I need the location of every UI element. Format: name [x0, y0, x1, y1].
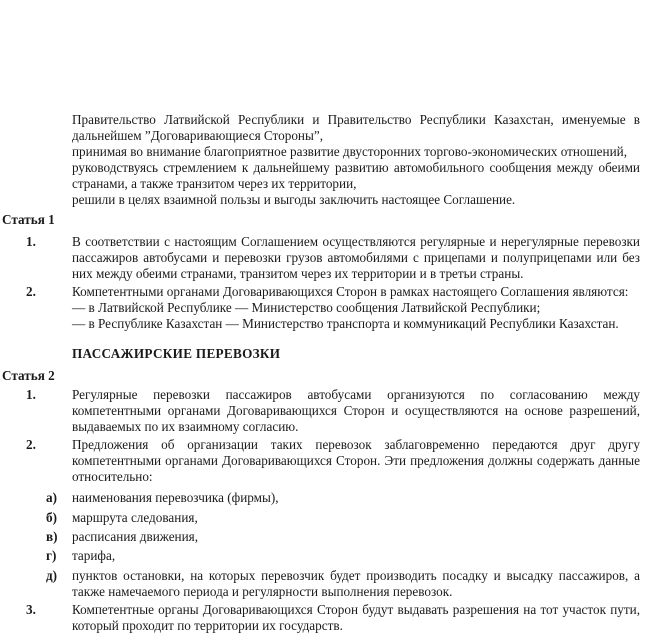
preamble-paragraph-4: решили в целях взаимной пользы и выгоды заключить настоящее Соглашение.: [72, 192, 516, 207]
subitem-b-text: маршрута следования,: [72, 510, 198, 525]
subitem-d-letter: д): [46, 568, 58, 583]
article-1-title: Статья 1: [2, 212, 55, 227]
subitem-v-letter: в): [46, 529, 58, 544]
article-2-title: Статья 2: [2, 368, 55, 383]
article-2-item-3-number: 3.: [26, 602, 36, 617]
section-heading-passenger-transport: ПАССАЖИРСКИЕ ПЕРЕВОЗКИ: [72, 346, 281, 361]
subitem-g-text: тарифа,: [72, 548, 116, 563]
subitem-v-text: расписания движения,: [72, 529, 199, 544]
article-1-dash-kazakhstan: — в Республике Казахстан — Министерство транспорта и коммуникаций Республики Казахстан.: [72, 316, 619, 331]
article-2-item-3-text: Компетентные органы Договаривающихся Сторон будут выдавать разрешения на тот участок пути, который проходит по территории их государств.: [72, 602, 640, 633]
subitem-b-letter: б): [46, 510, 57, 525]
article-2-item-2-number: 2.: [26, 437, 36, 452]
article-1-dash-latvia: — в Латвийской Республике — Министерство сообщения Латвийской Республики;: [72, 300, 541, 315]
preamble-paragraph-3: руководствуясь стремлением к дальнейшему развитию автомобильного сообщения между обеими странами, а также транзитом через их территории,: [72, 160, 640, 191]
article-1-item-1-number: 1.: [26, 234, 36, 249]
article-2-item-1-text: Регулярные перевозки пассажиров автобусами организуются по согласованию между компетентными органами Договаривающихся Сторон и осуществляются на основе разрешений, выдаваемых по их взаимному согласию.: [72, 387, 640, 434]
preamble-paragraph-2: принимая во внимание благоприятное развитие двусторонних торгово-экономических отношений,: [72, 144, 627, 159]
subitem-g-letter: г): [46, 548, 57, 563]
subitem-a-letter: а): [46, 490, 57, 505]
subitem-a-text: наименования перевозчика (фирмы),: [72, 490, 279, 505]
article-1-item-2-number: 2.: [26, 284, 36, 299]
article-2-item-2-text: Предложения об организации таких перевозок заблаговременно передаются друг другу компетентными органами Договаривающихся Сторон. Эти предложения должны содержать данные относительно:: [72, 437, 640, 484]
subitem-d-text: пунктов остановки, на которых перевозчик будет производить посадку и высадку пассажиров, а также намечаемого периода и регулярности выполнения перевозок.: [72, 568, 640, 599]
preamble-paragraph-1: Правительство Латвийской Республики и Правительство Республики Казахстан, именуемые в дальнейшем ”Договаривающиеся Стороны”,: [72, 112, 640, 143]
article-1-item-2-text: Компетентными органами Договаривающихся Сторон в рамках настоящего Соглашения являются:: [72, 284, 629, 299]
article-1-item-1-text: В соответствии с настоящим Соглашением осуществляются регулярные и нерегулярные перевозки пассажиров автобусами и перевозки грузов автомобилями с прицепами и полуприцепами или без них между обеими странами, транзитом через их территории и в третьи страны.: [72, 234, 640, 281]
article-2-item-1-number: 1.: [26, 387, 36, 402]
